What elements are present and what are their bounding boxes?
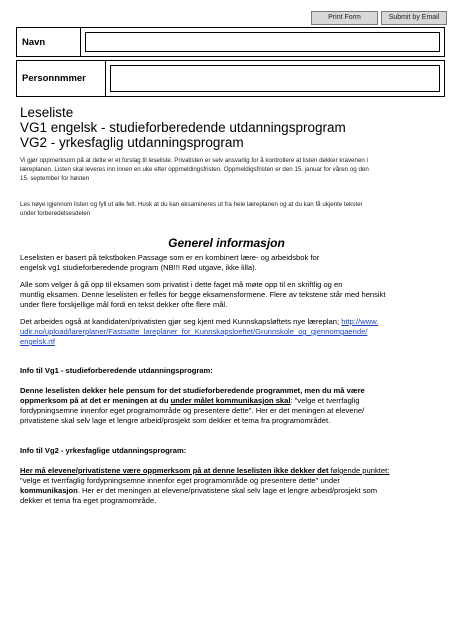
vg1-line bbox=[20, 396, 359, 406]
intro-line: læreplanen. Listen skal leveres inn innen en uke etter oppmeldingsfristen. Oppmeldigsfristen er den 15. januar for våren og den bbox=[20, 166, 369, 173]
para3-line bbox=[20, 337, 55, 347]
personnummer-label: Personnmmer bbox=[17, 61, 106, 96]
vg2-heading: Info til Vg2 - yrkesfaglige utdanningsprogram: bbox=[20, 446, 187, 455]
curriculum-link[interactable]: udir.no/upload/larerplaner/Fastsatte_lareplaner_for_Kunnskapsloeftet/Grunnskole_og_gjennomgaende/ bbox=[20, 327, 368, 336]
navn-label: Navn bbox=[17, 28, 81, 56]
page-title: Leseliste bbox=[20, 105, 74, 120]
vg2-text: . Her er det meningen at elevene/privatistene skal selv lage et lengre arbeid/prosjekt som bbox=[77, 486, 378, 495]
submit-by-email-button[interactable]: Submit by Email bbox=[381, 11, 447, 25]
para2-line: Alle som velger å gå opp til eksamen som privatist i dette faget må møte opp til en skriftlig og en bbox=[20, 280, 343, 289]
vg2-text: følgende punktet: bbox=[328, 466, 390, 475]
vg2-line bbox=[20, 466, 389, 476]
vg2-line bbox=[20, 486, 377, 496]
instruction-line: Les nøye igjennom listen og fyll ut alle felt. Husk at du kan eksamineres ut fra hele læreplanen og at du kan få ukjente tekster bbox=[20, 201, 363, 208]
para2-line: under flere forskjellige mål fordi en tekst dekker ofte flere mål. bbox=[20, 300, 228, 309]
para3-line bbox=[20, 317, 378, 327]
print-form-button[interactable]: Print Form bbox=[311, 11, 378, 25]
vg1-text: : "velge et tverrfaglig bbox=[290, 396, 360, 405]
para1-line: Leselisten er basert på tekstboken Passage som er en kombinert lære- og arbeidsbok for bbox=[20, 253, 320, 262]
vg1-line: privatistene skal selv lage et lengre arbeid/prosjekt som dekker et tema fra programområdet. bbox=[20, 416, 331, 425]
vg1-text: under målet kommunikasjon skal bbox=[170, 396, 291, 405]
vg1-line: Denne leselisten dekker hele pensum for det studieforberedende programmet, men du må være bbox=[20, 386, 365, 395]
curriculum-link[interactable]: engelsk.rtf bbox=[20, 337, 56, 346]
para3-text: Det arbeides også at kandidaten/privatisten gjør seg kjent med Kunnskapsløftets nye læreplan; bbox=[20, 317, 342, 326]
vg1-heading: Info til Vg1 - studieforberedende utdanningsprogram: bbox=[20, 366, 213, 375]
navn-field[interactable] bbox=[85, 32, 440, 52]
subtitle-vg2: VG2 - yrkesfaglig utdanningsprogram bbox=[20, 135, 244, 150]
para1-line: engelsk vg1 studieforberedende program (NB!!! Rød utgave, ikke lilla). bbox=[20, 263, 257, 272]
personnummer-row bbox=[16, 60, 445, 97]
vg2-line: "velge et tverrfaglig fordypningsemne innenfor eget programområde og presentere dette" under bbox=[20, 476, 340, 485]
vg2-text: Her må elevene/privatistene være oppmerksom på at denne leselisten ikke dekker det bbox=[20, 466, 329, 475]
vg2-text: kommunikasjon bbox=[20, 486, 78, 495]
personnummer-field[interactable] bbox=[110, 65, 440, 92]
instruction-line: under forberedelsesdelen bbox=[20, 210, 91, 217]
curriculum-link[interactable]: http://www. bbox=[341, 317, 379, 326]
subtitle-vg1: VG1 engelsk - studieforberedende utdanningsprogram bbox=[20, 120, 346, 135]
para2-line: muntlig eksamen. Denne leselisten er felles for begge eksamensformene. Flere av tekstene står med hensikt bbox=[20, 290, 386, 299]
vg1-line: fordypningsemne innenfor eget programområde og presentere dette". Her er det meningen at elevene/ bbox=[20, 406, 365, 415]
vg1-text: oppmerksom på at det er meningen at du bbox=[20, 396, 171, 405]
intro-line: Vi gjør oppmerksom på at dette er et forslag til leseliste. Privatisten er selv ansvarlig for å kontrollere at listen dekker kravenen i bbox=[20, 157, 368, 164]
navn-row bbox=[16, 27, 445, 57]
intro-line: 15. september for høsten bbox=[20, 175, 90, 182]
para3-line bbox=[20, 327, 367, 337]
section-heading: Generel informasjon bbox=[168, 236, 285, 250]
vg2-line: dekker et tema fra eget programområde. bbox=[20, 496, 157, 505]
